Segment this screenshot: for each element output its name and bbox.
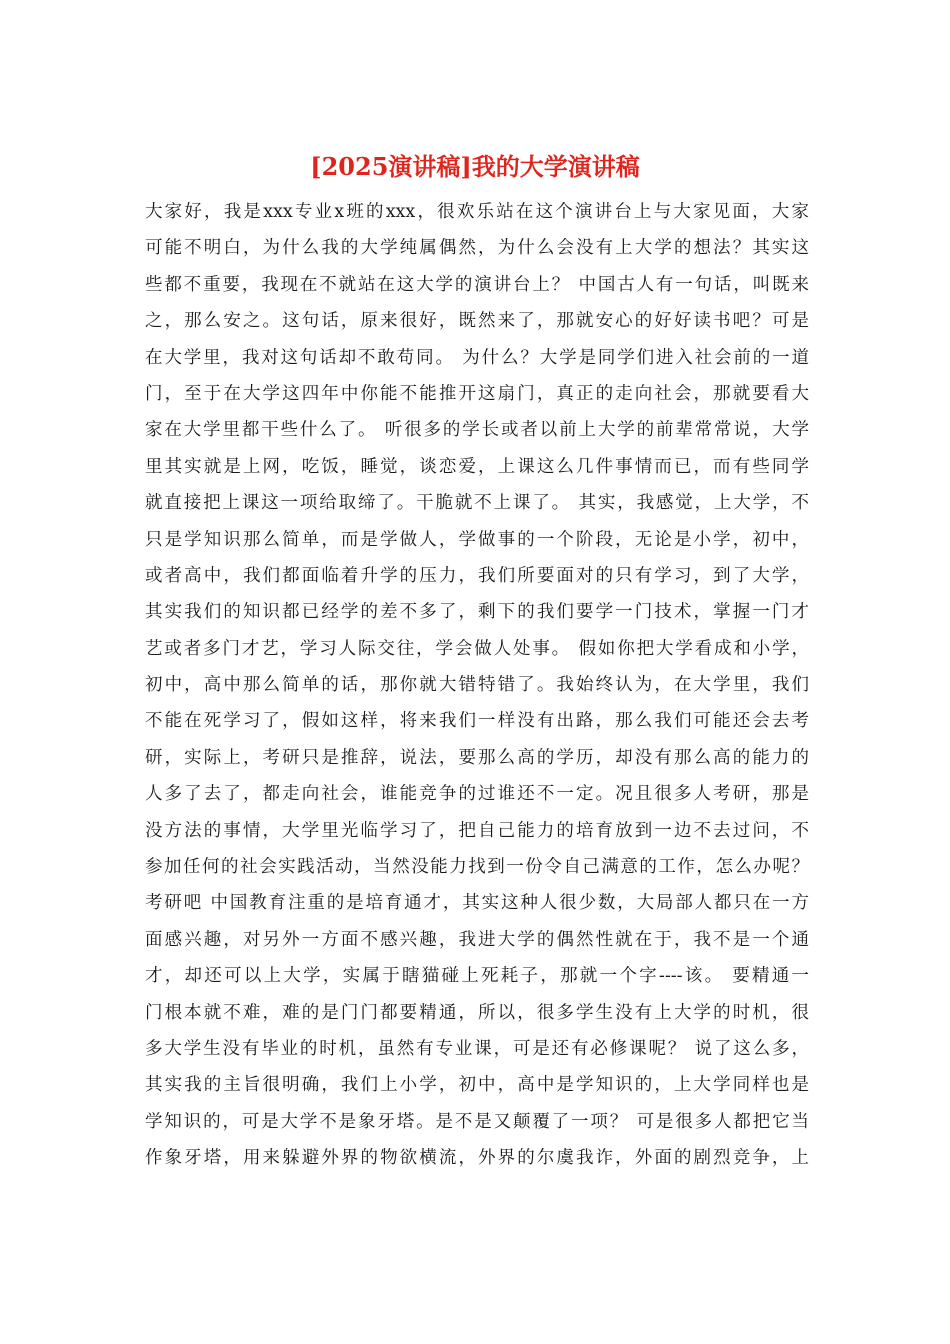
text-line: 面感兴趣，对另外一方面不感兴趣，我进大学的偶然性就在于，我不是一个通: [145, 929, 809, 950]
text-line: 不能在死学习了，假如这样，将来我们一样没有出路，那么我们可能还会去考: [145, 711, 809, 732]
text-line: 门，至于在大学这四年中你能不能推开这扇门，真正的走向社会，那就要看大: [145, 383, 809, 404]
text-line: 参加任何的社会实践活动，当然没能力找到一份令自己满意的工作，怎么办呢？: [145, 857, 809, 878]
text-line: 其实我的主旨很明确，我们上小学，初中，高中是学知识的，上大学同样也是: [145, 1075, 809, 1096]
page-title: [2025演讲稿]我的大学演讲稿: [310, 152, 640, 181]
text-line: 其实我们的知识都已经学的差不多了，剩下的我们要学一门技术，掌握一门才: [145, 602, 809, 623]
speech-body: [145, 194, 809, 1177]
text-line: 多大学生没有毕业的时机，虽然有专业课，可是还有必修课呢？ 说了这么多，: [145, 1038, 809, 1059]
text-line: 考研吧 中国教育注重的是培育通才，其实这种人很少数，大局部人都只在一方: [145, 893, 809, 914]
text-line: 学知识的，可是大学不是象牙塔。是不是又颠覆了一项？ 可是很多人都把它当: [145, 1111, 809, 1132]
text-line: 在大学里，我对这句话却不敢苟同。 为什么？大学是同学们进入社会前的一道: [145, 347, 809, 368]
text-line: 可能不明白，为什么我的大学纯属偶然，为什么会没有上大学的想法？其实这: [145, 238, 809, 259]
text-line: 只是学知识那么简单，而是学做人，学做事的一个阶段，无论是小学，初中，: [145, 529, 809, 550]
text-line: 作象牙塔，用来躲避外界的物欲横流，外界的尔虞我诈，外面的剧烈竞争，上: [145, 1148, 809, 1169]
text-line: 些都不重要，我现在不就站在这大学的演讲台上？ 中国古人有一句话，叫既来: [145, 274, 809, 295]
text-line: 艺或者多门才艺，学习人际交往，学会做人处事。 假如你把大学看成和小学，: [145, 638, 809, 659]
text-line: 才，却还可以上大学，实属于瞎猫碰上死耗子，那就一个字----该。 要精通一: [145, 966, 809, 987]
text-line: 之，那么安之。这句话，原来很好，既然来了，那就安心的好好读书吧？可是: [145, 311, 809, 332]
text-line: 人多了去了，都走向社会，谁能竞争的过谁还不一定。况且很多人考研，那是: [145, 784, 809, 805]
text-line: 研，实际上，考研只是推辞，说法，要那么高的学历，却没有那么高的能力的: [145, 747, 809, 768]
text-line: 家在大学里都干些什么了。 听很多的学长或者以前上大学的前辈常常说，大学: [145, 420, 809, 441]
text-line: 里其实就是上网，吃饭，睡觉，谈恋爱，上课这么几件事情而已，而有些同学: [145, 456, 809, 477]
text-line: 门根本就不难，难的是门门都要精通，所以，很多学生没有上大学的时机，很: [145, 1002, 809, 1023]
text-line: 或者高中，我们都面临着升学的压力，我们所要面对的只有学习，到了大学，: [145, 565, 809, 586]
text-line: 大家好，我是xxx专业x班的xxx，很欢乐站在这个演讲台上与大家见面，大家: [145, 202, 809, 222]
text-line: 没方法的事情，大学里光临学习了，把自己能力的培育放到一边不去过问，不: [145, 820, 809, 841]
text-line: 初中，高中那么简单的话，那你就大错特错了。我始终认为，在大学里，我们: [145, 675, 809, 696]
text-line: 就直接把上课这一项给取缔了。干脆就不上课了。 其实，我感觉，上大学，不: [145, 493, 809, 514]
